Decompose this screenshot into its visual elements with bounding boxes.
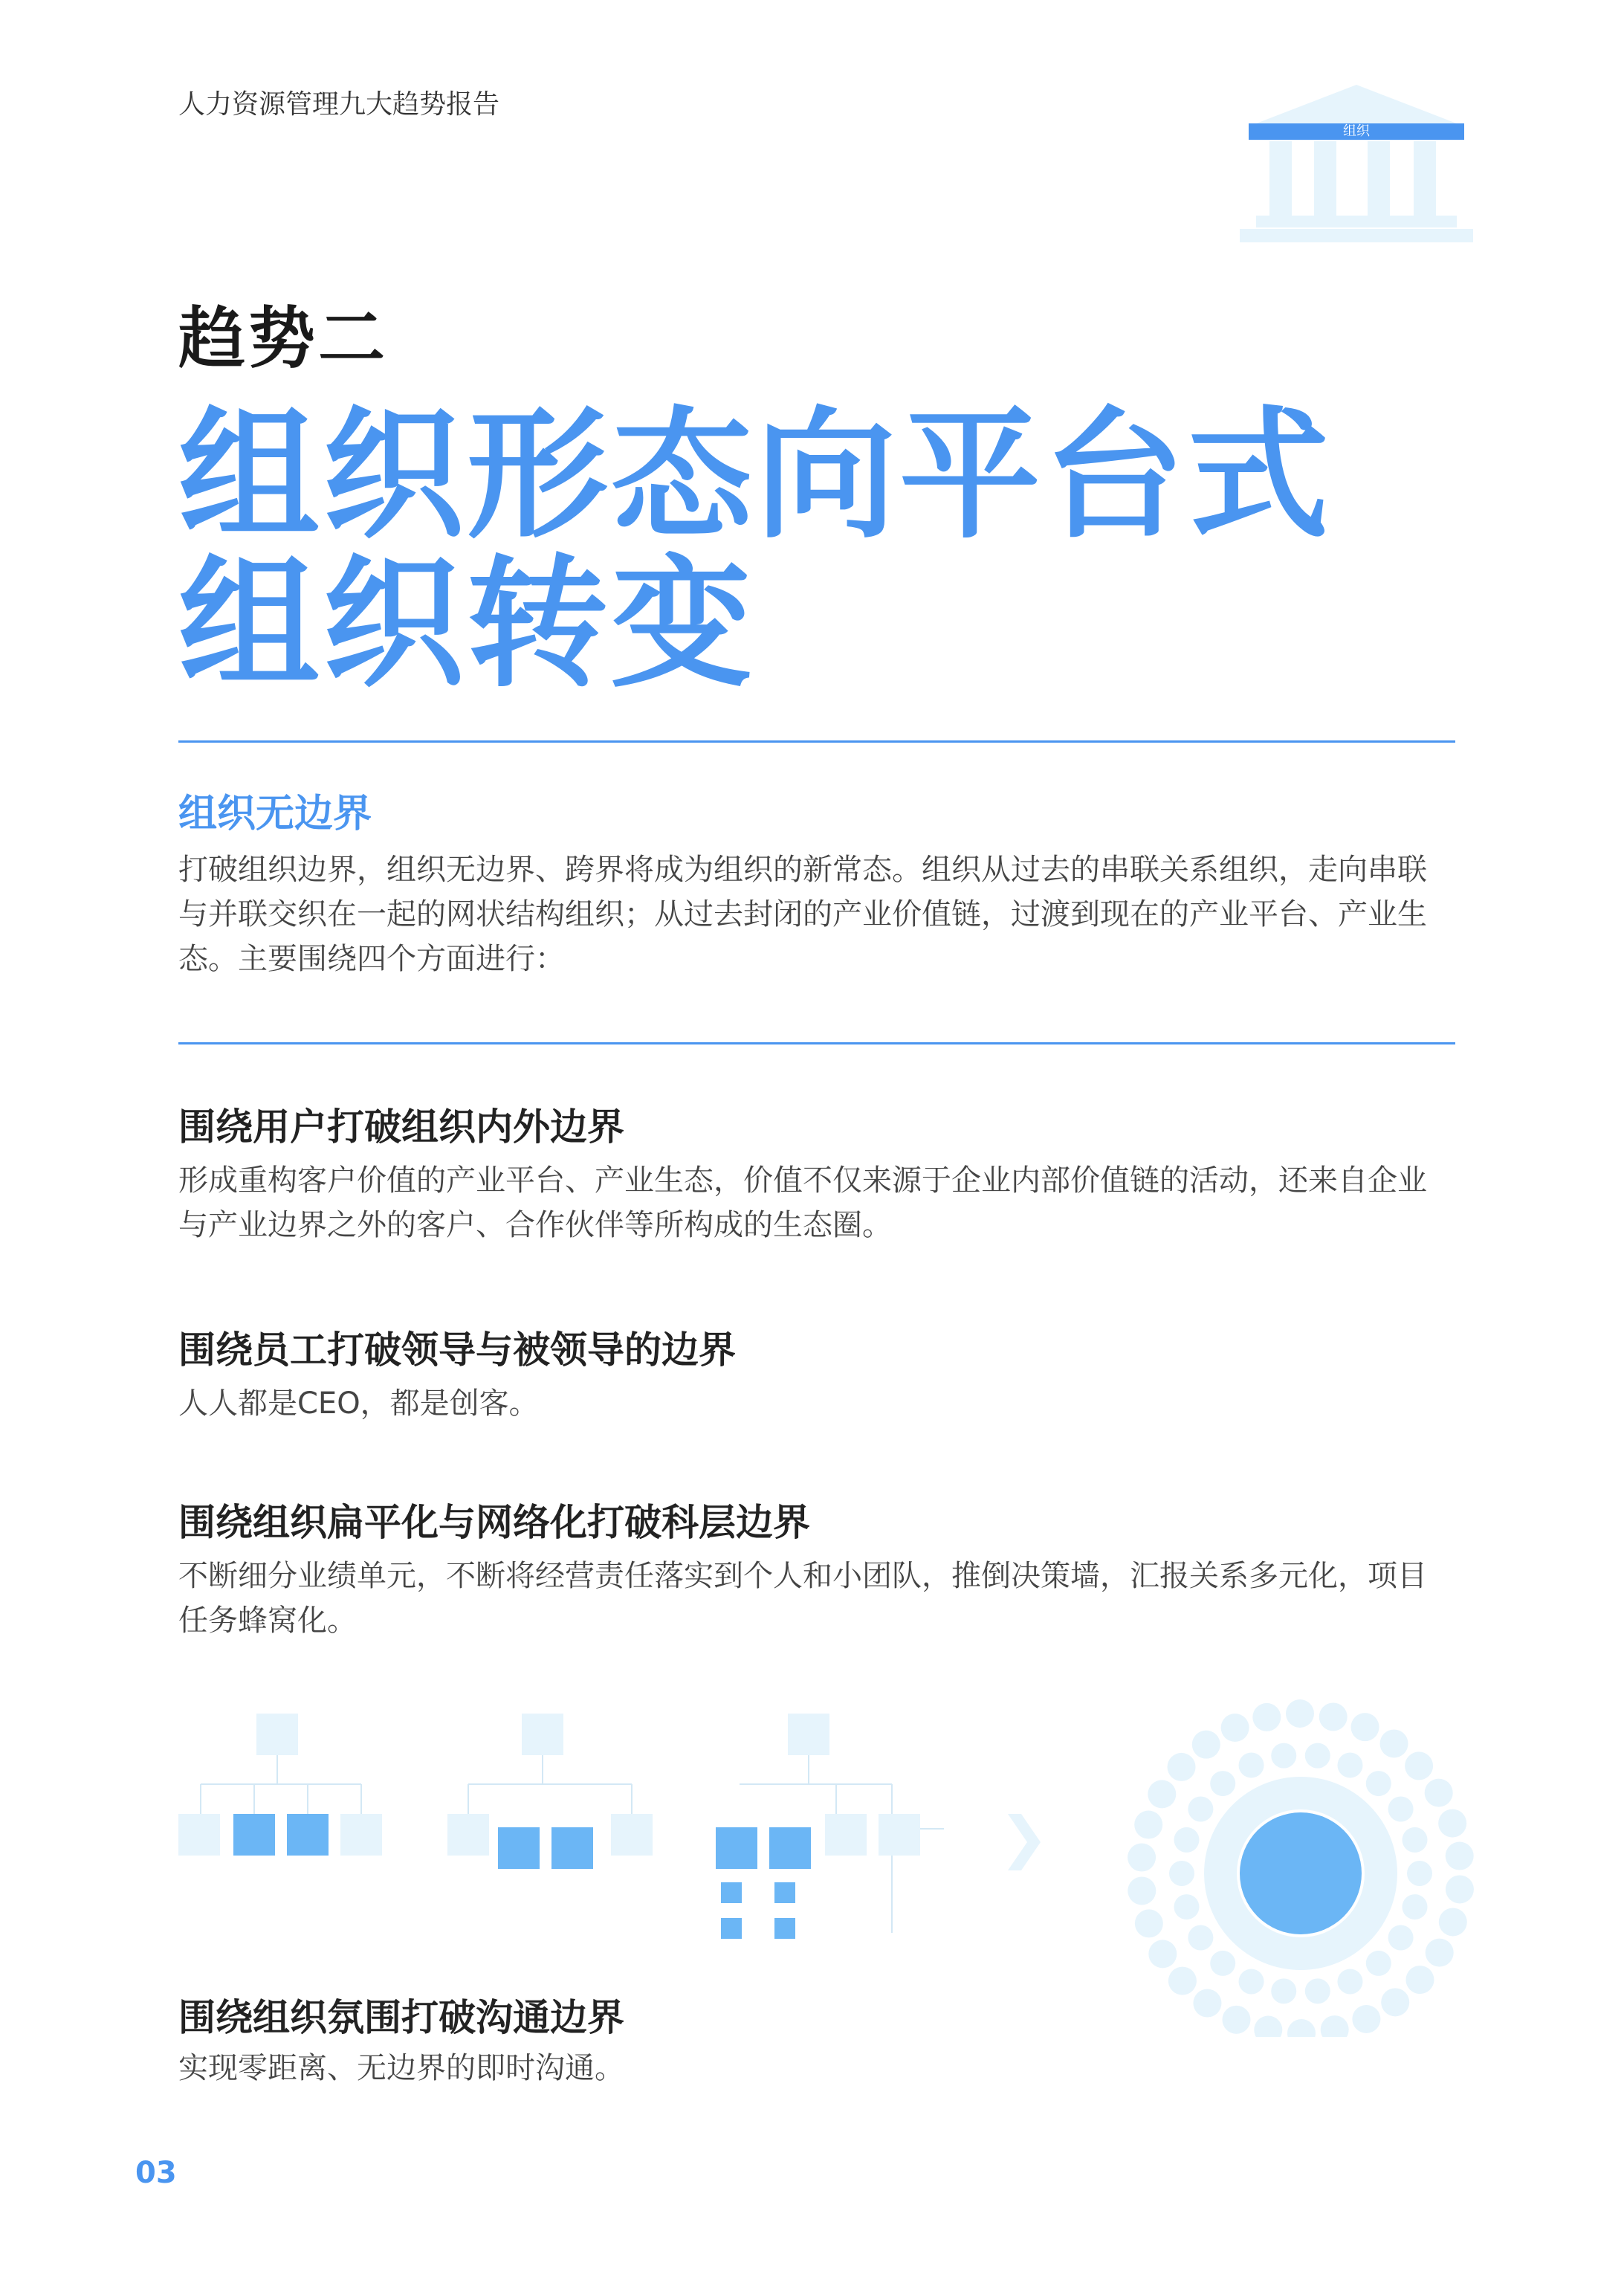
point-heading-atmosphere: 围绕组织氛围打破沟通边界: [178, 1996, 624, 2039]
network-dot: [1403, 1827, 1428, 1853]
network-dot: [1128, 1876, 1156, 1905]
network-dot: [1439, 1908, 1467, 1936]
network-dot: [1239, 1752, 1264, 1777]
network-dot: [1271, 1978, 1296, 2003]
network-dot: [1192, 1731, 1220, 1759]
network-dot: [1405, 1751, 1433, 1780]
network-dot: [1134, 1811, 1162, 1839]
network-dot: [1321, 2015, 1349, 2037]
org-transformation-illustration: [171, 1680, 1486, 2037]
network-dot: [1403, 1894, 1428, 1919]
network-dot: [1128, 1844, 1156, 1872]
divider-middle: [178, 1042, 1455, 1044]
point-heading-flat-network: 围绕组织扁平化与网络化打破科层边界: [178, 1501, 810, 1544]
network-dot: [1254, 2016, 1282, 2037]
main-title: [178, 393, 1333, 706]
point-heading-employees: 围绕员工打破领导与被领导的边界: [178, 1328, 736, 1372]
point-body-atmosphere: 实现零距离、无边界的即时沟通。: [178, 2051, 624, 2085]
network-dot: [1352, 2005, 1380, 2033]
network-dot: [1407, 1861, 1432, 1886]
network-dot: [1286, 1699, 1314, 1728]
network-dot: [1380, 1729, 1408, 1757]
point-body-flat-network: 不断细分业绩单元，不断将经营责任落实到个人和小团队，推倒决策墙，汇报关系多元化，项目任务蜂窝化。: [178, 1559, 1427, 1638]
network-dot: [1188, 1796, 1213, 1821]
network-dot: [1148, 1780, 1176, 1808]
network-dot: [1168, 1967, 1197, 1995]
network-dot: [1271, 1743, 1296, 1769]
network-dot: [1426, 1939, 1454, 1967]
network-dot: [1210, 1951, 1235, 1976]
network-dot: [1388, 1796, 1414, 1821]
building-icon: [1234, 80, 1479, 244]
divider-top: [178, 740, 1455, 743]
page-number: 03: [135, 2156, 177, 2190]
network-dot: [1366, 1771, 1391, 1796]
network-dot: [1135, 1909, 1163, 1937]
running-header: 人力资源管理九大趋势报告: [178, 89, 500, 120]
network-dot: [1351, 1713, 1379, 1741]
network-dot: [1168, 1753, 1196, 1781]
trend-label: 趋势二: [178, 300, 388, 378]
network-dot: [1446, 1842, 1474, 1870]
network-dot: [1287, 2019, 1316, 2037]
network-dot: [1337, 1752, 1362, 1777]
network-dot: [1148, 1940, 1177, 1968]
main-title-line-1: 组织形态向平台式: [178, 393, 1333, 558]
network-dot: [1169, 1861, 1194, 1886]
network-dot: [1305, 1743, 1330, 1769]
network-dot: [1210, 1771, 1235, 1796]
network-dot: [1193, 1989, 1221, 2018]
section-heading: 组织无边界: [178, 792, 372, 836]
network-dot: [1319, 1702, 1348, 1731]
network-dot: [1174, 1827, 1199, 1853]
network-dot: [1174, 1894, 1199, 1919]
network-dot: [1405, 1966, 1434, 1994]
network-dot: [1446, 1875, 1474, 1903]
network-dot: [1438, 1809, 1466, 1838]
building-badge-label: 组织: [1343, 123, 1370, 139]
network-dot: [1188, 1925, 1213, 1951]
network-dot: [1337, 1969, 1362, 1995]
network-dot: [1381, 1988, 1409, 2016]
main-title-line-2: 组织转变: [178, 542, 756, 706]
network-dot: [1425, 1779, 1453, 1807]
point-body-employees: 人人都是CEO，都是创客。: [178, 1386, 539, 1421]
network-dot: [1305, 1978, 1330, 2003]
network-dot: [1239, 1969, 1264, 1995]
network-dot: [1222, 2006, 1250, 2034]
intro-paragraph: 打破组织边界，组织无边界、跨界将成为组织的新常态。组织从过去的串联关系组织，走向串联与并联交织在一起的网状结构组织；从过去封闭的产业价值链，过渡到现在的产业平台、产业生态。主要围绕四个方面进行：: [178, 853, 1427, 976]
network-dot: [1388, 1925, 1414, 1951]
point-heading-customers: 围绕用户打破组织内外边界: [178, 1105, 624, 1149]
network-dot: [1221, 1714, 1249, 1742]
point-body-customers: 形成重构客户价值的产业平台、产业生态，价值不仅来源于企业内部价值链的活动，还来自企业与产业边界之外的客户、合作伙伴等所构成的生态圈。: [178, 1163, 1427, 1242]
network-dot: [1252, 1703, 1281, 1731]
network-dot: [1366, 1951, 1391, 1976]
